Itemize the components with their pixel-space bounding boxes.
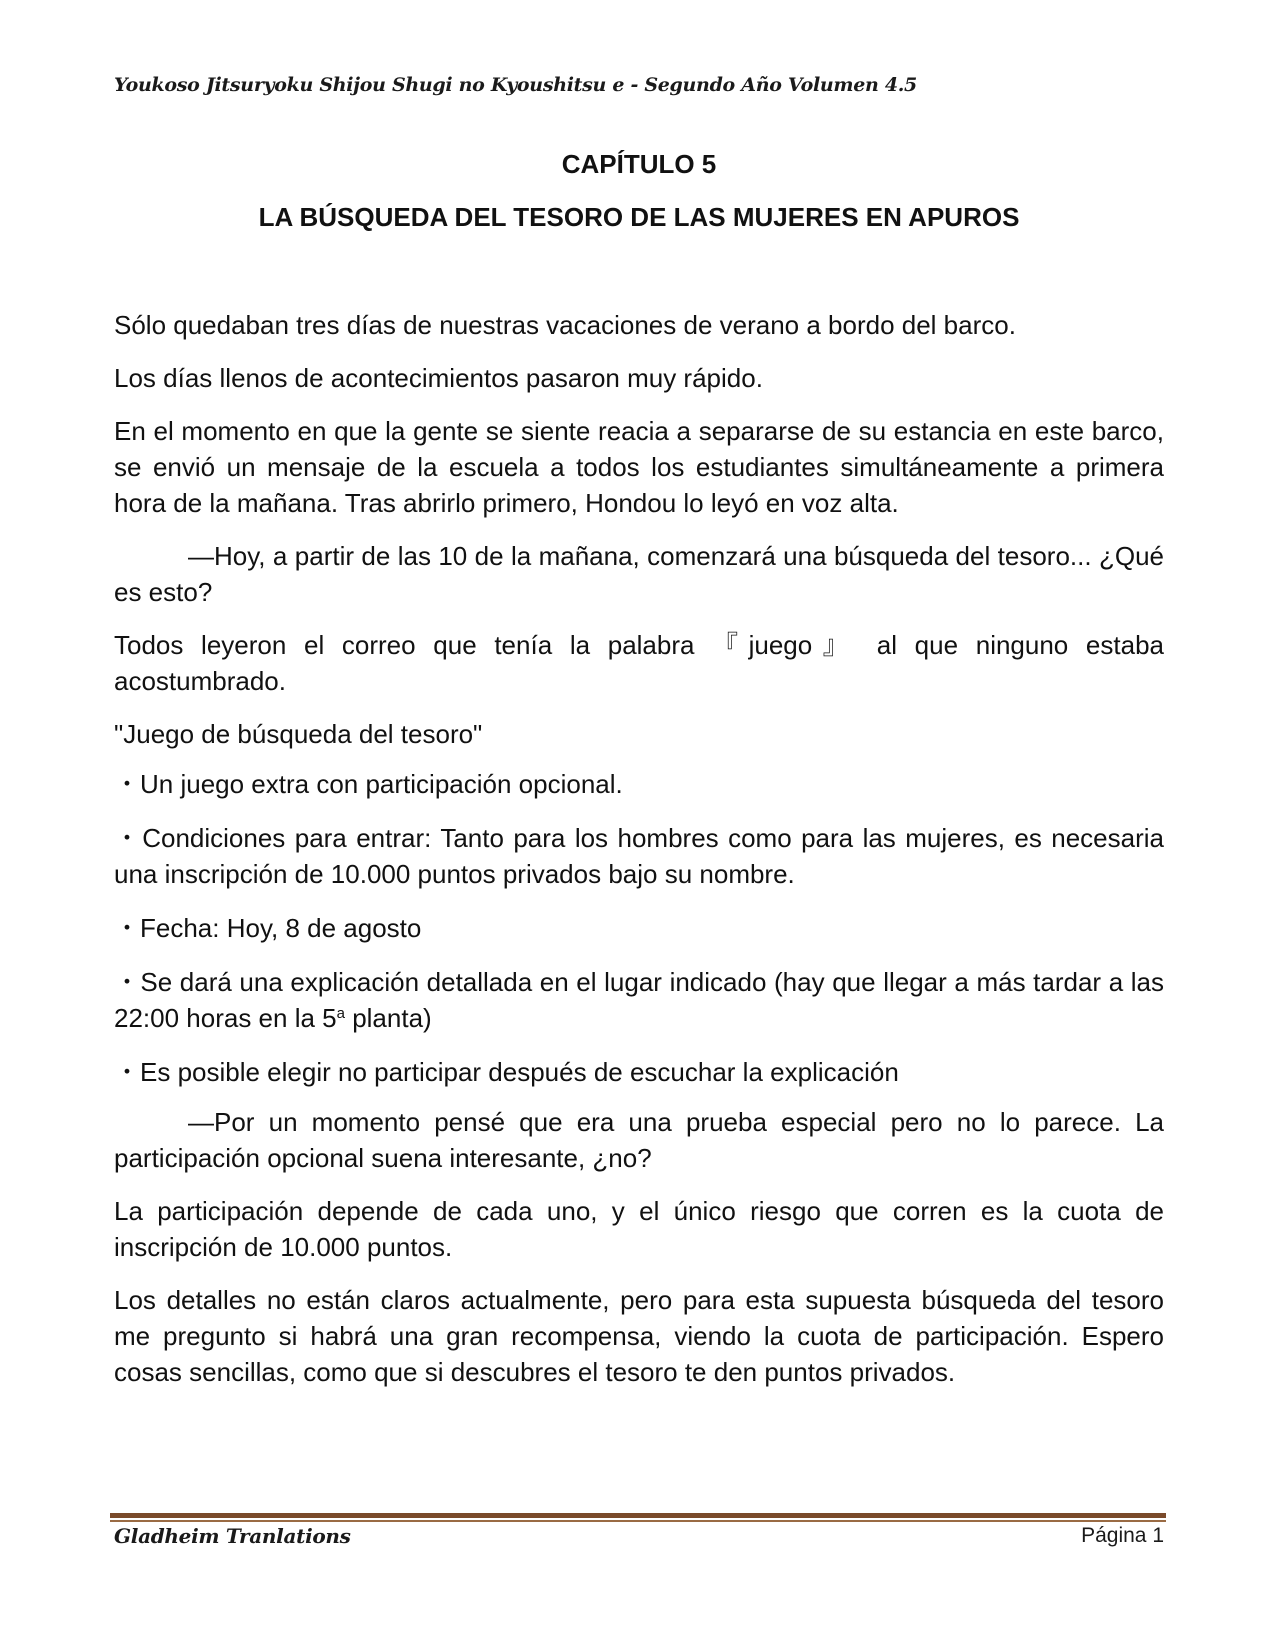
- bullet-item: [114, 964, 1164, 1036]
- footer-rule-thin: [110, 1520, 1166, 1522]
- paragraph: Los detalles no están claros actualmente, pero para esta supuesta búsqueda del tesoro me pregunto si habrá una gran recompensa, viendo la cuota de participación. Espero cosas sencillas, como que si descubres el tesoro te den puntos privados.: [114, 1285, 1164, 1387]
- body-text: [114, 307, 1164, 1407]
- bullet-item: ・Fecha: Hoy, 8 de agosto: [114, 913, 422, 943]
- paragraph: La participación depende de cada uno, y el único riesgo que corren es la cuota de inscripción de 10.000 puntos.: [114, 1196, 1164, 1262]
- bullet-text: ・Se dará una explicación detallada en el lugar indicado (hay que llegar a más tardar a las 22:00 horas en la 5: [114, 967, 1164, 1033]
- footer-rule-thick: [110, 1513, 1166, 1518]
- dialogue-paragraph: —Por un momento pensé que era una prueba especial pero no lo parece. La participación opcional suena interesante, ¿no?: [114, 1107, 1164, 1173]
- bullet-text-end: planta): [344, 1003, 432, 1033]
- running-header: Youkoso Jitsuryoku Shijou Shugi no Kyoushitsu e - Segundo Año Volumen 4.5: [114, 74, 917, 96]
- chapter-title: LA BÚSQUEDA DEL TESORO DE LAS MUJERES EN APUROS: [258, 202, 1020, 232]
- bullet-item: ・Es posible elegir no participar después de escuchar la explicación: [114, 1057, 899, 1087]
- page-number: Página 1: [1081, 1524, 1164, 1547]
- dialogue-paragraph: —Hoy, a partir de las 10 de la mañana, comenzará una búsqueda del tesoro... ¿Qué es esto?: [114, 541, 1164, 607]
- chapter-number: CAPÍTULO 5: [561, 149, 717, 179]
- ordinal-indicator: a: [336, 1005, 345, 1022]
- paragraph: Sólo quedaban tres días de nuestras vacaciones de verano a bordo del barco.: [114, 310, 1016, 340]
- paragraph: En el momento en que la gente se siente reacia a separarse de su estancia en este barco, se envió un mensaje de la escuela a todos los estudiantes simultáneamente a primera hora de la mañana. Tras abrirlo primero, Hondou lo leyó en voz alta.: [114, 416, 1164, 518]
- paragraph: Los días llenos de acontecimientos pasaron muy rápido.: [114, 363, 763, 393]
- paragraph: Todos leyeron el correo que tenía la palabra 『juego』 al que ninguno estaba acostumbrado.: [114, 630, 1164, 696]
- footer-publisher: Gladheim Tranlations: [114, 1524, 351, 1548]
- bullet-item: ・Un juego extra con participación opcional.: [114, 769, 623, 799]
- bullet-item: ・Condiciones para entrar: Tanto para los hombres como para las mujeres, es necesaria una inscripción de 10.000 puntos privados bajo su nombre.: [114, 823, 1164, 889]
- paragraph: "Juego de búsqueda del tesoro": [114, 719, 483, 749]
